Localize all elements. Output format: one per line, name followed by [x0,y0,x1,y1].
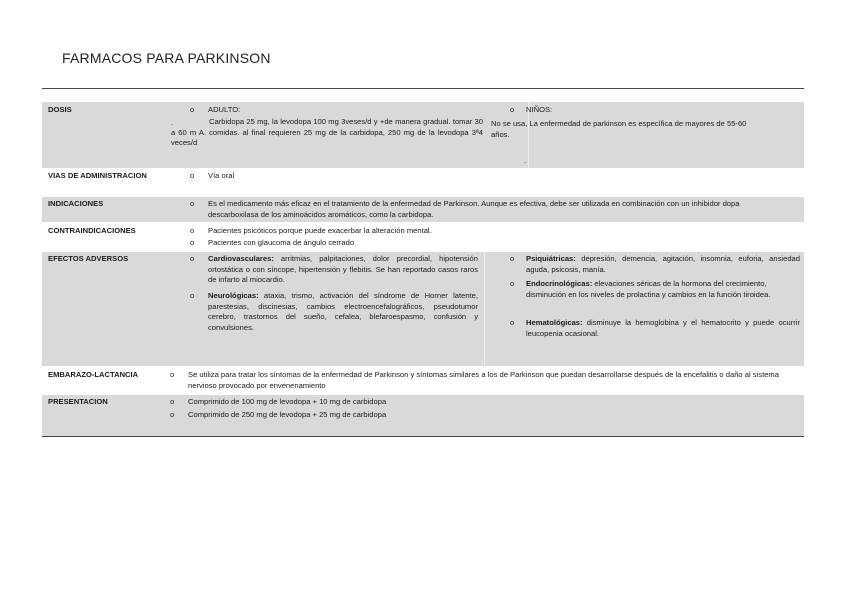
page-title: FARMACOS PARA PARKINSON [62,50,271,66]
adult-dose-text: Carbidopa 25 mg, la levodopa 100 mg 3veses/d y +de manera gradual. tomar 30 a 60 m A. comidas. al final requieren 25 mg de la carbidopa, 250 mg de la levodopa 3ª4 veces/d [171,117,483,147]
contraindication-item: Pacientes con glaucoma de ángulo cerrado [208,238,355,247]
bullet: o [510,318,515,327]
row-presentacion [42,395,804,436]
bullet: o [190,199,195,208]
bullet: o [190,238,195,247]
row-label-dosis: DOSIS [48,105,72,114]
bottom-rule [42,436,804,437]
effect-text: elevaciones séricas de la hormona del crecimiento, disminución en los niveles de prolactina y cambios en la función tiroidea. [526,279,771,299]
presentation-item: Comprimido de 100 mg de levodopa + 10 mg de carbidopa [188,397,387,406]
bullet: o [510,105,515,114]
row-label-vias: VIAS DE ADMINISTRACION [48,171,147,180]
presentation-item: Comprimido de 250 mg de levodopa + 25 mg de carbidopa [188,410,387,419]
column-divider [484,252,485,366]
row-efectos [42,252,804,366]
child-dose-text: No se usa, La enfermedad de parkinson es específica de mayores de 55-60 años. [491,119,747,139]
effect-heading: Psiquiátricas: [526,254,576,263]
bullet: o [170,397,175,406]
effect-heading: Neurológicas: [208,291,259,300]
effect-heading: Hematológicas: [526,318,583,327]
row-label-efectos: EFECTOS ADVERSOS [48,254,129,263]
effect-text: disminuye la hemoglobina y el hematocrito y puede ocurrir leucopenia ocasional. [526,318,800,338]
effect-endocrine [526,279,800,300]
effect-text: depresión, demencia, agitación, insomnia, euforia, ansiedad aguda, psicosis, manía. [526,254,800,274]
bullet: o [190,171,195,180]
contraindication-item: Pacientes psicóticos porque puede exacerbar la alteración mental. [208,226,432,235]
row-label-presentacion: PRESENTACION [48,397,108,406]
row-label-embarazo: EMBARAZO-LACTANCIA [48,370,139,379]
vias-text: Vía oral [208,171,235,180]
row-vias [42,169,804,195]
child-dot: . [524,156,527,165]
bullet: o [190,254,195,263]
effect-cardiovascular [208,254,478,286]
bullet: o [170,410,175,419]
row-label-contraindicaciones: CONTRAINDICACIONES [48,226,136,235]
effect-hematologic [526,318,800,339]
adult-heading: ADULTO: [208,105,241,114]
bullet: o [510,279,515,288]
bullet: o [510,254,515,263]
row-label-indicaciones: INDICACIONES [48,199,104,208]
effect-heading: Cardiovasculares: [208,254,274,263]
effect-text: ataxia, trismo, activación del síndrome de Horner latente, parestesias, discinesias, cambios electroencefalográficos, pseudotumor cerebro, trastornos del sueño, cefalea, blefaroespasmo, confusión y convulsiones. [208,291,478,332]
top-rule [42,88,804,89]
row-dosis [42,102,804,168]
bullet: o [190,291,195,300]
bullet: o [170,370,175,379]
indicaciones-text: Es el medicamento más eficaz en el tratamiento de la enfermedad de Parkinson. Aunque es efectiva, debe ser utilizada en combinación con un inhibidor dopa descarboxilasa de los aminoácidos aromáticos, como la carbidopa. [208,199,740,219]
row-embarazo [42,368,804,394]
row-contraindicaciones [42,224,804,251]
bullet: o [190,226,195,235]
row-indicaciones [42,197,804,222]
child-heading: NIÑOS: [526,105,553,114]
adult-dot: . [171,118,174,127]
effect-psychiatric [526,254,800,275]
bullet: o [190,105,195,114]
effect-heading: Endocrinológicas: [526,279,593,288]
effect-text: arritmias, palpitaciones, dolor precordial, hipotensión ortostática o con síncope, hipertensión y flebitis. Se han reportado casos raros de infarto al miocardio. [208,254,478,284]
embarazo-text: Se utiliza para tratar los síntomas de la enfermedad de Parkinson y síntomas similares a los de Parkinson que puedan desarrollarse después de la encefalitis o daño al sistema nervioso provocado por envenenamiento [188,370,779,390]
effect-neurologic [208,291,478,333]
